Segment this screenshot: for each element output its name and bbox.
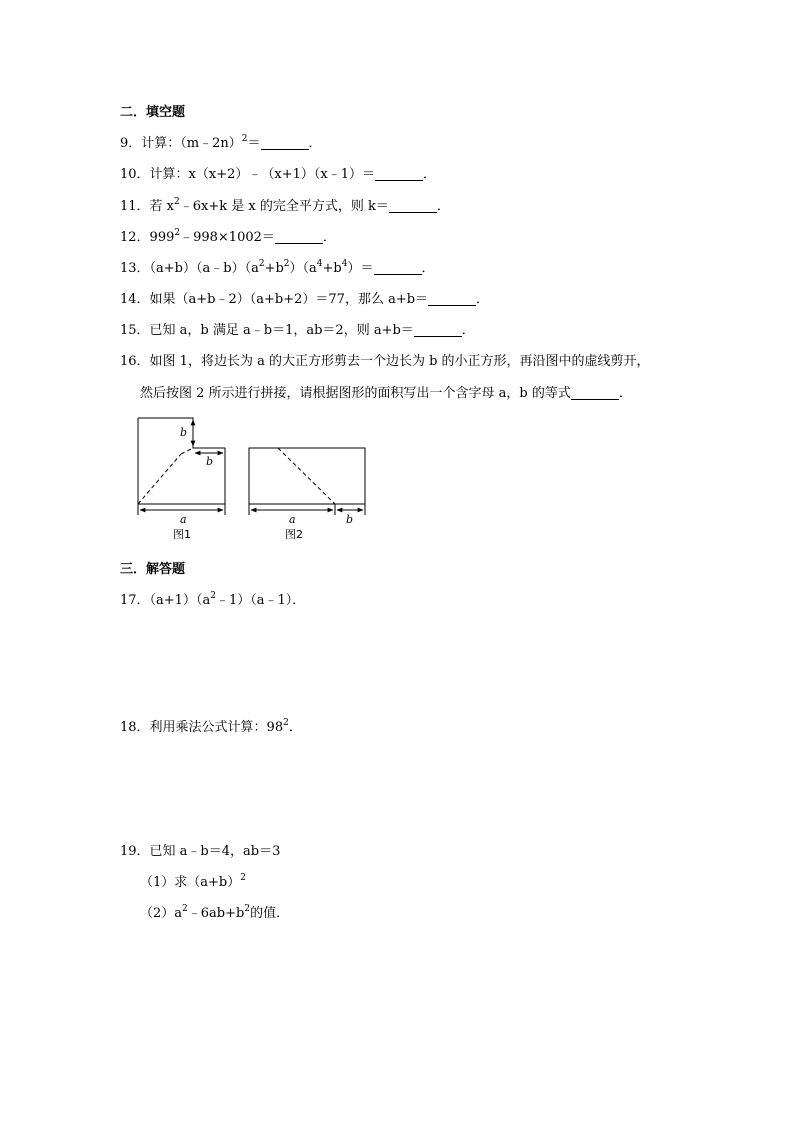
question-11: 11．若 $x^2﹣6x+k$ 是 x 的完全平方式，则 k＝ ． (120, 197, 450, 214)
section-fill-in-blank-heading: 二．填空题 (120, 105, 186, 120)
question-16-line-2: 然后按图 2 所示进行拼接，请根据图形的面积写出一个含字母 a，b 的等式 ． (140, 386, 632, 401)
fig1-label-a: a (180, 513, 187, 526)
figure-2 (249, 448, 365, 541)
answer-blank (571, 386, 619, 400)
question-10: 10．计算：x（x+2）﹣（x+1）（x﹣1）＝ ． (120, 167, 436, 182)
answer-blank (261, 136, 309, 150)
fig1-label-b-vertical: b (180, 426, 188, 439)
answer-blank (414, 323, 462, 337)
answer-blank (375, 167, 423, 181)
question-17: 17．$(a+1)(a^2﹣1)(a﹣1)$． (120, 591, 306, 608)
question-12: 12．$999^2﹣998\times 1002=$ ． (120, 228, 336, 245)
answer-blank (389, 199, 437, 213)
fig2-label-b: b (346, 513, 354, 526)
fig2-label-a: a (289, 513, 296, 526)
question-19-part-1: （1）求$(a+b)^2$ (140, 873, 246, 890)
answer-blank (374, 261, 422, 275)
answer-blank (428, 292, 476, 306)
fig1-label-b-horizontal: b (206, 455, 214, 468)
fig2-caption: 图2 (285, 528, 303, 541)
question-9: 9．计算：（m﹣2n）$^2$＝ ． (120, 134, 322, 151)
section-solve-heading: 三．解答题 (120, 562, 186, 577)
fig1-caption: 图1 (173, 528, 191, 541)
question-14: 14．如果（a+b﹣2）（a+b+2）＝77，那么 a+b＝ ． (120, 292, 490, 307)
answer-blank (275, 230, 323, 244)
question-19-part-2: $(2)a^2﹣6ab+b^2$的值． (140, 904, 290, 921)
figure-1 (138, 418, 225, 541)
question-19: 19．已知 a﹣b＝4，ab＝3 (120, 844, 281, 859)
question-18: 18．利用乘法公式计算：$98^2$． (120, 718, 302, 735)
question-15: 15．已知 a，b 满足 a﹣b＝1，ab＝2，则 a+b＝ ． (120, 323, 475, 338)
question-16-figure (134, 414, 374, 544)
question-16-line-1: 16．如图 1，将边长为 a 的大正方形剪去一个边长为 b 的小正方形，再沿图中的虚线剪开， (120, 354, 650, 369)
question-13: 13．$(a+b)(a﹣b)(a^2+b^2)(a^4+b^4)=$ ． (120, 259, 435, 276)
